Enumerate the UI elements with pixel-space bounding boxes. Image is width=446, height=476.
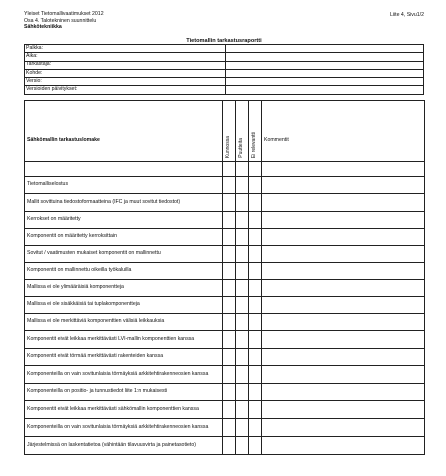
info-row <box>25 78 424 86</box>
missing-checkbox-cell[interactable] <box>236 384 249 401</box>
ok-checkbox-cell[interactable] <box>223 177 236 194</box>
table-row <box>25 437 425 455</box>
info-table <box>24 44 424 95</box>
ok-checkbox-cell[interactable] <box>223 331 236 349</box>
checklist-item-label: Komponentit eivät leikkaa merkittävästi sähkömallin komponenttien kanssa <box>25 401 223 419</box>
checklist-item-label: Mallissa ei ole merkittäviä komponenttien välisiä leikkauksia <box>25 314 223 331</box>
column-header-na <box>249 101 262 162</box>
comment-field[interactable] <box>262 314 425 331</box>
missing-checkbox-cell[interactable] <box>236 349 249 366</box>
na-checkbox-cell[interactable] <box>249 349 262 366</box>
ok-checkbox-cell[interactable] <box>223 246 236 263</box>
table-row <box>25 229 425 246</box>
checklist-item-label: Mallissa ei ole sisäkkäisiä tai tuplakomponentteja <box>25 297 223 314</box>
na-checkbox-cell[interactable] <box>249 194 262 212</box>
column-header-ok-text: Kunnossa <box>225 135 232 158</box>
header-line-2: Osa 4. Talotekninen suunnittelu <box>24 17 97 24</box>
comment-field[interactable] <box>262 401 425 419</box>
missing-checkbox-cell[interactable] <box>236 297 249 314</box>
ok-checkbox-cell[interactable] <box>223 384 236 401</box>
ok-checkbox-cell[interactable] <box>223 419 236 437</box>
na-checkbox-cell[interactable] <box>249 212 262 229</box>
info-row <box>25 45 424 53</box>
ok-checkbox-cell[interactable] <box>223 263 236 280</box>
column-header-comments: Kommentit <box>262 101 425 162</box>
info-label: Kohde: <box>25 69 226 77</box>
ok-checkbox-cell[interactable] <box>223 314 236 331</box>
info-label: Versioiden päivitykset: <box>25 86 226 94</box>
checklist-item-label: Komponentit eivät leikkaa merkittävästi LVI-mallin komponenttien kanssa <box>25 331 223 349</box>
info-label: Versio: <box>25 78 226 86</box>
column-header-missing <box>236 101 249 162</box>
missing-checkbox-cell[interactable] <box>236 177 249 194</box>
info-row <box>25 69 424 77</box>
table-row <box>25 366 425 384</box>
page-number-label: Liite 4, Sivu1/2 <box>389 12 424 18</box>
missing-checkbox-cell[interactable] <box>236 246 249 263</box>
comment-field[interactable] <box>262 384 425 401</box>
checklist-table <box>24 100 425 455</box>
comment-field[interactable] <box>262 366 425 384</box>
info-row <box>25 61 424 69</box>
table-row <box>25 314 425 331</box>
missing-checkbox-cell[interactable] <box>236 194 249 212</box>
na-checkbox-cell[interactable] <box>249 297 262 314</box>
table-row <box>25 419 425 437</box>
missing-checkbox-cell[interactable] <box>236 229 249 246</box>
checklist-item-label: Järjestelmissä on laskentatietoa (vähintään tilavuusvirta ja painetasotieto) <box>25 437 223 455</box>
na-checkbox-cell[interactable] <box>249 280 262 297</box>
ok-checkbox-cell[interactable] <box>223 212 236 229</box>
header-line-3: Sähkötekniikka <box>24 24 62 30</box>
comment-field[interactable] <box>262 331 425 349</box>
na-checkbox-cell[interactable] <box>249 229 262 246</box>
ok-checkbox-cell[interactable] <box>223 194 236 212</box>
info-label: Aika: <box>25 53 226 61</box>
table-row <box>25 194 425 212</box>
na-checkbox-cell[interactable] <box>249 246 262 263</box>
checklist-item-label: Komponentit eivät törmää merkittävästi rakenteiden kanssa <box>25 349 223 366</box>
missing-checkbox-cell[interactable] <box>236 419 249 437</box>
missing-checkbox-cell[interactable] <box>236 280 249 297</box>
spacer-row <box>25 162 425 177</box>
table-row <box>25 280 425 297</box>
checklist-item-label: Mallissa ei ole ylimääräisiä komponentteja <box>25 280 223 297</box>
checklist-header-label: Sähkömallin tarkastuslomake <box>25 101 223 162</box>
table-row <box>25 246 425 263</box>
na-checkbox-cell[interactable] <box>249 437 262 455</box>
checklist-item-label: Tietomalliselostus <box>25 177 223 194</box>
comment-field[interactable] <box>262 212 425 229</box>
spacer-cell <box>25 162 223 177</box>
checklist-item-label: Komponentit on määritetty kerroksittain <box>25 229 223 246</box>
spacer-cell <box>236 162 249 177</box>
column-header-missing-text: Puutteita <box>238 138 245 158</box>
spacer-cell <box>262 162 425 177</box>
na-checkbox-cell[interactable] <box>249 419 262 437</box>
ok-checkbox-cell[interactable] <box>223 349 236 366</box>
missing-checkbox-cell[interactable] <box>236 401 249 419</box>
checklist-item-label: Sovitut / vaatimusten mukaiset komponentit on mallinnettu <box>25 246 223 263</box>
table-row <box>25 384 425 401</box>
missing-checkbox-cell[interactable] <box>236 331 249 349</box>
info-label: Palkka: <box>25 45 226 53</box>
info-label: Tarkastaja: <box>25 61 226 69</box>
table-row <box>25 177 425 194</box>
na-checkbox-cell[interactable] <box>249 177 262 194</box>
info-value-field[interactable] <box>226 53 424 61</box>
na-checkbox-cell[interactable] <box>249 366 262 384</box>
spacer-cell <box>223 162 236 177</box>
checklist-header-row <box>25 101 425 162</box>
report-title: Tietomallin tarkastusraportti <box>186 38 262 44</box>
table-row <box>25 331 425 349</box>
ok-checkbox-cell[interactable] <box>223 280 236 297</box>
ok-checkbox-cell[interactable] <box>223 401 236 419</box>
comment-field[interactable] <box>262 437 425 455</box>
info-row <box>25 53 424 61</box>
na-checkbox-cell[interactable] <box>249 384 262 401</box>
comment-field[interactable] <box>262 229 425 246</box>
table-row <box>25 297 425 314</box>
info-value-field[interactable] <box>226 86 424 94</box>
checklist-item-label: Mallit sovittuina tiedostoformaatteina (IFC ja muut sovitut tiedostot) <box>25 194 223 212</box>
info-value-field[interactable] <box>226 45 424 53</box>
ok-checkbox-cell[interactable] <box>223 437 236 455</box>
column-header-na-text: Ei relevantti <box>251 131 258 158</box>
document-header <box>24 12 104 32</box>
checklist-item-label: Komponentit on mallinnettu oikeilla työkaluilla <box>25 263 223 280</box>
comment-field[interactable] <box>262 263 425 280</box>
table-row <box>25 263 425 280</box>
info-value-field[interactable] <box>226 78 424 86</box>
info-row <box>25 86 424 94</box>
spacer-cell <box>249 162 262 177</box>
comment-field[interactable] <box>262 419 425 437</box>
ok-checkbox-cell[interactable] <box>223 229 236 246</box>
na-checkbox-cell[interactable] <box>249 331 262 349</box>
missing-checkbox-cell[interactable] <box>236 263 249 280</box>
table-row <box>25 212 425 229</box>
info-value-field[interactable] <box>226 61 424 69</box>
comment-field[interactable] <box>262 280 425 297</box>
table-row <box>25 349 425 366</box>
column-header-ok <box>223 101 236 162</box>
comment-field[interactable] <box>262 246 425 263</box>
missing-checkbox-cell[interactable] <box>236 314 249 331</box>
checklist-item-label: Komponenteilla on vain sovitunlaisia törmäyksiä arkkitehtirakenneosien kanssa <box>25 366 223 384</box>
missing-checkbox-cell[interactable] <box>236 212 249 229</box>
checklist-item-label: Komponenteilla on vain sovitunlaisia törmäyksiä arkkitehtirakenneosien kanssa <box>25 419 223 437</box>
ok-checkbox-cell[interactable] <box>223 366 236 384</box>
na-checkbox-cell[interactable] <box>249 314 262 331</box>
checklist-item-label: Kerrokset on määritetty <box>25 212 223 229</box>
comment-field[interactable] <box>262 349 425 366</box>
comment-field[interactable] <box>262 297 425 314</box>
na-checkbox-cell[interactable] <box>249 401 262 419</box>
comment-field[interactable] <box>262 177 425 194</box>
comment-field[interactable] <box>262 194 425 212</box>
checklist-item-label: Komponenteilla on positio- ja tunnustiedot liite 1:n mukaisesti <box>25 384 223 401</box>
info-value-field[interactable] <box>226 69 424 77</box>
na-checkbox-cell[interactable] <box>249 263 262 280</box>
header-line-1: Yleiset Tietomallivaatimukset 2012 <box>24 11 104 17</box>
missing-checkbox-cell[interactable] <box>236 437 249 455</box>
table-row <box>25 401 425 419</box>
missing-checkbox-cell[interactable] <box>236 366 249 384</box>
ok-checkbox-cell[interactable] <box>223 297 236 314</box>
